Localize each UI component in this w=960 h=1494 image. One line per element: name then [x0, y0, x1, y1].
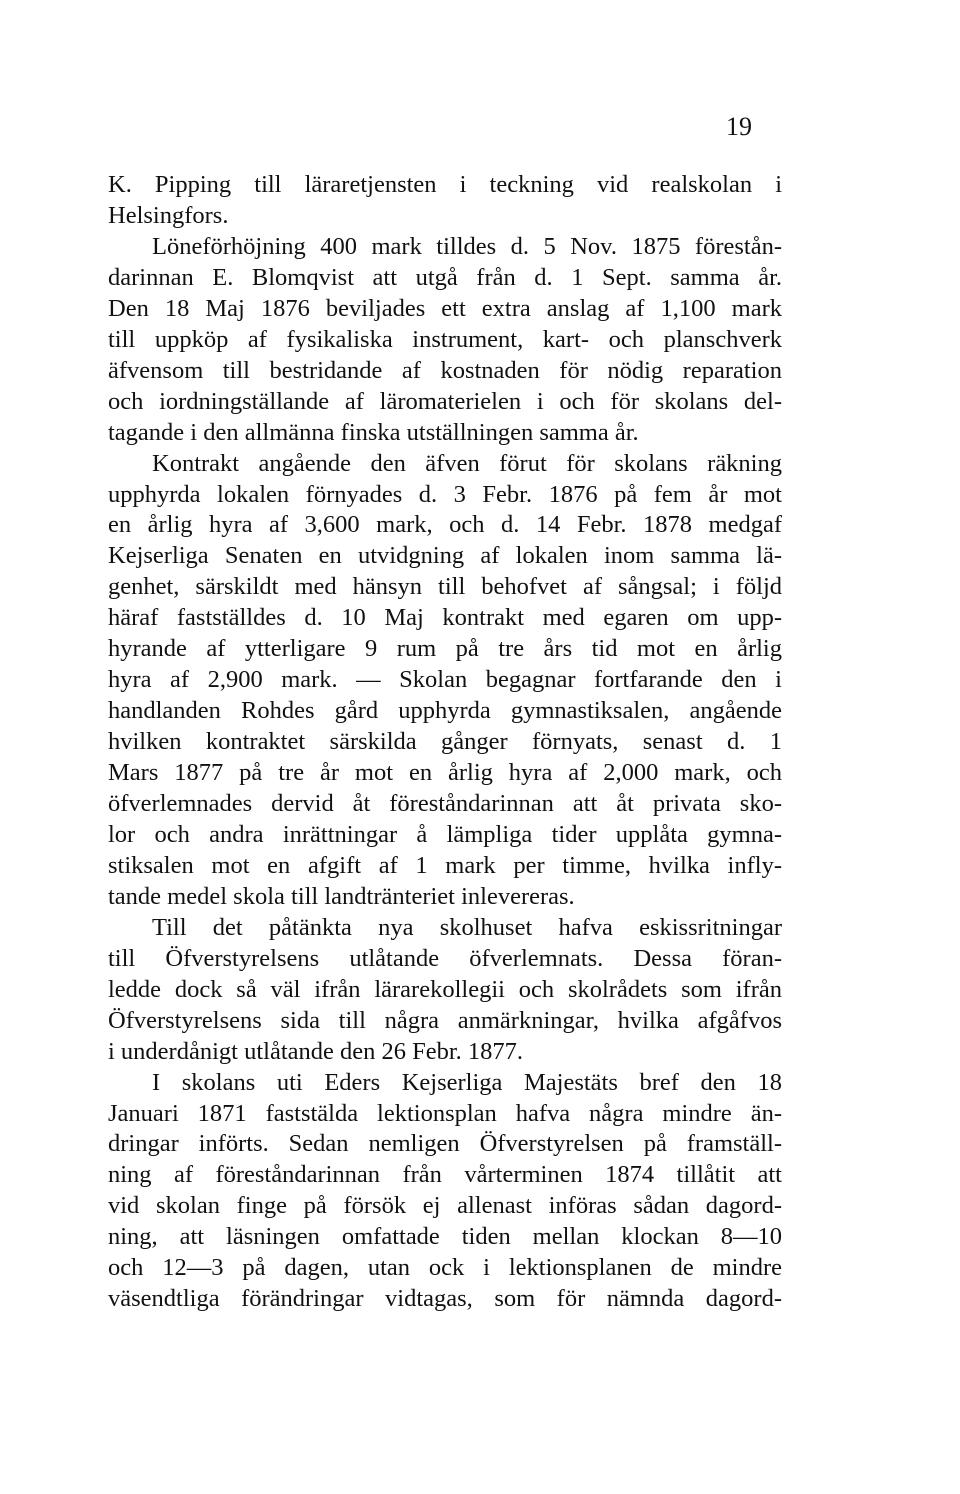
text-line: genhet, särskildt med hänsyn till behofvet af sångsal; i följd [108, 573, 782, 600]
text-line: Till det påtänkta nya skolhuset hafva eskissritningar [152, 914, 782, 941]
text-line: vid skolan finge på försök ej allenast införas sådan dagord- [108, 1192, 782, 1219]
text-line: Löneförhöjning 400 mark tilldes d. 5 Nov. 1875 förestån- [152, 233, 782, 260]
text-line: och 12—3 på dagen, utan ock i lektionsplanen de mindre [108, 1254, 782, 1281]
text-line: öfverlemnades dervid åt föreståndarinnan att åt privata sko- [108, 790, 782, 817]
text-line: hyrande af ytterligare 9 rum på tre års tid mot en årlig [108, 635, 782, 662]
text-line: och iordningställande af läromaterielen i och för skolans del- [108, 388, 782, 415]
text-line: Januari 1871 faststälda lektionsplan hafva några mindre än- [108, 1100, 782, 1127]
text-line: lor och andra inrättningar å lämpliga tider upplåta gymna- [108, 821, 782, 848]
page-number: 19 [726, 112, 752, 141]
text-line: handlanden Rohdes gård upphyrda gymnastiksalen, angående [108, 697, 782, 724]
text-line: Kontrakt angående den äfven förut för skolans räkning [152, 450, 782, 477]
text-line: äfvensom till bestridande af kostnaden för nödig reparation [108, 357, 782, 384]
text-line: hvilken kontraktet särskilda gånger förnyats, senast d. 1 [108, 728, 782, 755]
text-line: till uppköp af fysikaliska instrument, kart- och planschverk [108, 326, 782, 353]
text-line: ning, att läsningen omfattade tiden mellan klockan 8—10 [108, 1223, 782, 1250]
text-line: Öfverstyrelsens sida till några anmärkningar, hvilka afgåfvos [108, 1007, 782, 1034]
text-line: väsendtliga förändringar vidtagas, som för nämnda dagord- [108, 1285, 782, 1312]
text-line: Den 18 Maj 1876 beviljades ett extra anslag af 1,100 mark [108, 295, 782, 322]
text-line: Kejserliga Senaten en utvidgning af lokalen inom samma lä- [108, 542, 782, 569]
text-line: tagande i den allmänna finska utställningen samma år. [108, 419, 639, 446]
text-line: Mars 1877 på tre år mot en årlig hyra af 2,000 mark, och [108, 759, 782, 786]
text-line: ledde dock så väl ifrån lärarekollegii och skolrådets som ifrån [108, 976, 782, 1003]
text-line: en årlig hyra af 3,600 mark, och d. 14 Febr. 1878 medgaf [108, 511, 782, 538]
text-line: dringar införts. Sedan nemligen Öfverstyrelsen på framställ- [108, 1130, 782, 1157]
text-line: darinnan E. Blomqvist att utgå från d. 1 Sept. samma år. [108, 264, 782, 291]
text-line: Helsingfors. [108, 202, 229, 229]
text-line: häraf fastställdes d. 10 Maj kontrakt med egaren om upp- [108, 604, 782, 631]
text-line: I skolans uti Eders Kejserliga Majestäts bref den 18 [152, 1069, 782, 1096]
text-line: stiksalen mot en afgift af 1 mark per timme, hvilka infly- [108, 852, 782, 879]
text-line: upphyrda lokalen förnyades d. 3 Febr. 1876 på fem år mot [108, 481, 782, 508]
text-line: i underdånigt utlåtande den 26 Febr. 1877. [108, 1038, 524, 1065]
text-line: K. Pipping till läraretjensten i teckning vid realskolan i [108, 171, 782, 198]
text-line: ning af föreståndarinnan från vårterminen 1874 tillåtit att [108, 1161, 782, 1188]
text-line: till Öfverstyrelsens utlåtande öfverlemnats. Dessa föran- [108, 945, 782, 972]
text-line: tande medel skola till landtränteriet inlevereras. [108, 883, 575, 910]
text-line: hyra af 2,900 mark. — Skolan begagnar fortfarande den i [108, 666, 782, 693]
